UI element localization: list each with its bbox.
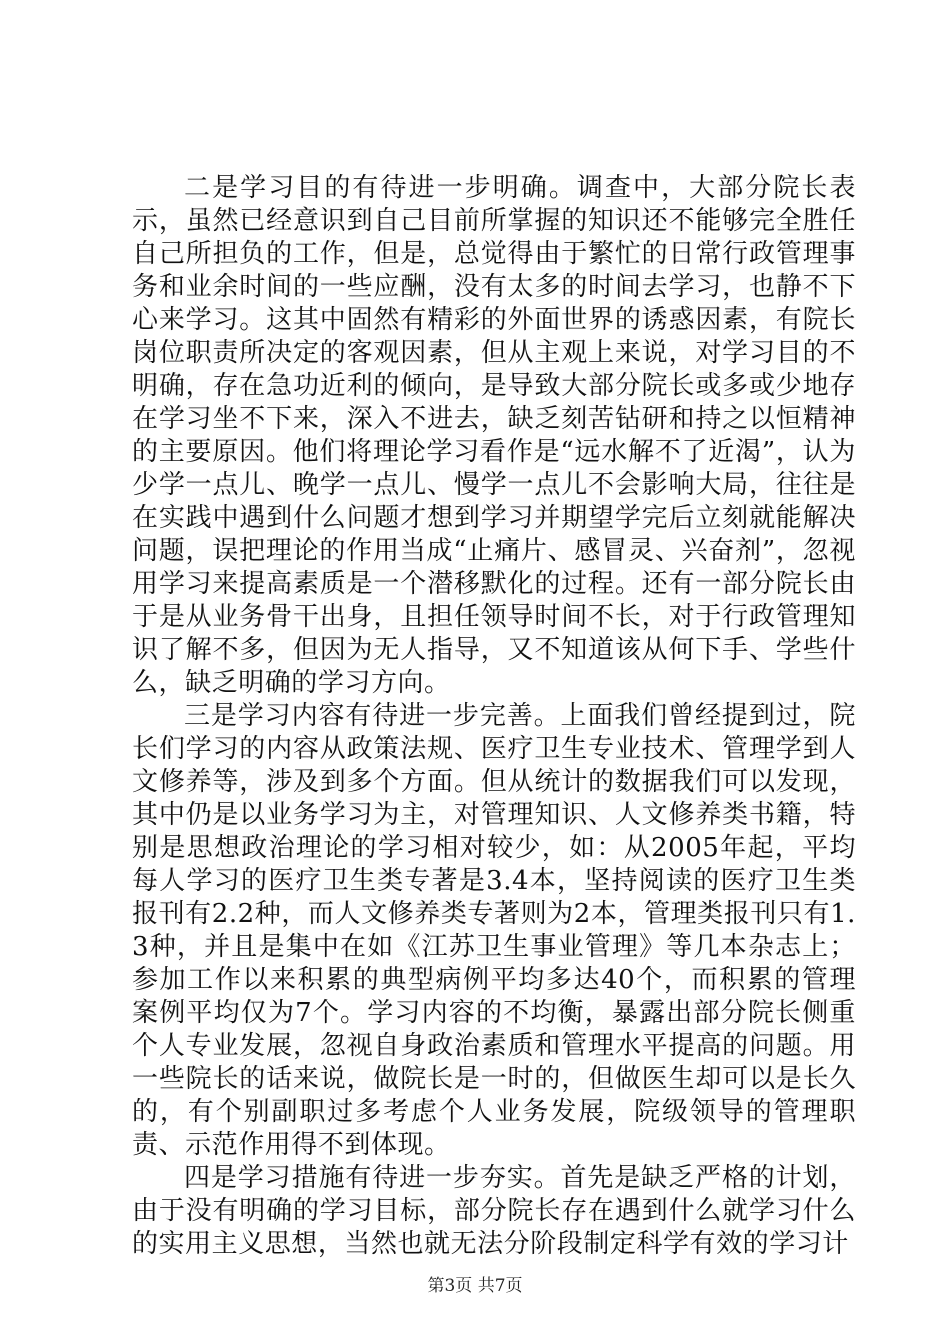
- paragraph-learning-purpose: 二是学习目的有待进一步明确。调查中，大部分院长表示，虽然已经意识到自己目前所掌握的知识还不能够完全胜任自己所担负的工作，但是，总觉得由于繁忙的日常行政管理事务和业余时间的一些应酬，没有太多的时间去学习，也静不下心来学习。这其中固然有精彩的外面世界的诱惑因素，有院长岗位职责所决定的客观因素，但从主观上来说，对学习目的不明确，存在急功近利的倾向，是导致大部分院长或多或少地存在学习坐不下来，深入不进去，缺乏刻苦钻研和持之以恒精神的主要原因。他们将理论学习看作是“远水解不了近渴”，认为少学一点儿、晚学一点儿、慢学一点儿不会影响大局，往往是在实践中遇到什么问题才想到学习并期望学完后立刻就能解决问题，误把理论的作用当成“止痛片、感冒灵、兴奋剂”，忽视用学习来提高素质是一个潜移默化的过程。还有一部分院长由于是从业务骨干出身，且担任领导时间不长，对于行政管理知识了解不多，但因为无人指导，又不知道该从何下手、学些什么，缺乏明确的学习方向。: [132, 173, 856, 698]
- page-number-footer: 第3页 共7页: [427, 1276, 523, 1296]
- paragraph-learning-content: 三是学习内容有待进一步完善。上面我们曾经提到过，院长们学习的内容从政策法规、医疗卫生专业技术、管理学到人文修养等，涉及到多个方面。但从统计的数据我们可以发现，其中仍是以业务学习为主，对管理知识、人文修养类书籍，特别是思想政治理论的学习相对较少，如：从2005年起，平均每人学习的医疗卫生类专著是3.4本，坚持阅读的医疗卫生类报刊有2.2种，而人文修养类专著则为2本，管理类报刊只有1.3种，并且是集中在如《江苏卫生事业管理》等几本杂志上；参加工作以来积累的典型病例平均多达40个，而积累的管理案例平均仅为7个。学习内容的不均衡，暴露出部分院长侧重个人专业发展，忽视自身政治素质和管理水平提高的问题。用一些院长的话来说，做院长是一时的，但做医生却可以是长久的，有个别副职过多考虑个人业务发展，院级领导的管理职责、示范作用得不到体现。: [132, 701, 856, 1160]
- document-body: [132, 172, 856, 1261]
- paragraph-learning-measures: 四是学习措施有待进一步夯实。首先是缺乏严格的计划，由于没有明确的学习目标，部分院长存在遇到什么就学习什么的实用主义思想，当然也就无法分阶段制定科学有效的学习计: [132, 1163, 856, 1259]
